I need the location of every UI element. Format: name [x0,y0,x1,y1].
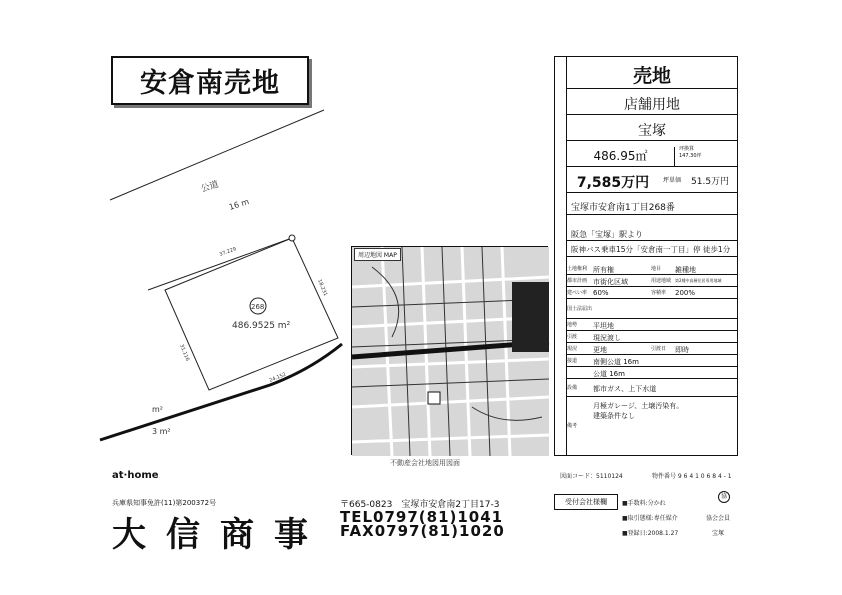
detail-value: 更地 [593,346,607,354]
company-tel: TEL0797(81)1041 [340,508,504,526]
detail-key: 地勢 [567,322,578,328]
detail-value: 月極ガレージ、土壌汚染有。 建築条件なし [593,402,684,420]
detail-row [567,379,737,397]
sheet-type-row [567,57,737,89]
access-2: 阪神バス乗車15分「安倉南一丁目」停 徒歩1分 [571,245,731,254]
property-marker [428,392,440,404]
detail-row [567,299,737,319]
edge-top: 37.229 [218,246,238,258]
map-label: 周辺地図 MAP [354,248,401,261]
detail-key: 備考 [567,423,578,429]
detail-key: 土地権利 [567,266,588,272]
detail-value: 即時 [675,346,689,354]
detail-value: 平坦地 [593,322,614,330]
edge-left: 31.116 [178,343,191,362]
property-use: 店舗用地 [624,97,680,113]
edge-bottom: 24.152 [268,371,287,384]
fee-note: ■手数料:分かれ [622,500,666,507]
land-area: 486.95㎡ [567,147,675,167]
address: 宝塚市安倉南1丁目268番 [571,203,675,213]
access-row-1 [567,227,737,241]
detail-value: 所有権 [593,266,614,274]
land-area-note: 坪換算 147.30坪 [679,146,702,159]
detail-value: 200% [675,289,696,297]
detail-row [567,343,737,355]
area-footer: 宝塚 [712,530,725,537]
association-logo-icon: 協 [718,491,730,503]
map-caption: 不動産会社地図用図面 [390,459,460,467]
detail-key: 建ぺい率 [567,290,588,296]
road-boundary-line [148,238,292,290]
registration-number: 物件番号 9 6 4 1 0 6 8 4 - 1 [652,473,732,480]
detail-row [567,263,737,275]
road-width: 16 m [227,197,251,212]
access-row-2 [567,241,737,257]
unit-price: 51.5万円 [691,177,730,187]
lower-boundary [100,344,342,440]
lot-number: 268 [251,303,265,311]
map-streets [352,247,549,456]
detail-key: 地目 [651,266,662,272]
detail-value: 公道 16m [593,370,625,378]
transaction-note: ■取引態様:専任媒介 [622,515,678,522]
detail-row [567,287,737,299]
detail-row [567,319,737,331]
company-name: 大信商事 [112,515,328,555]
page-title: 安倉南売地 [111,56,309,105]
detail-value: 60% [593,289,609,297]
drawing-code: 図面コード：5110124 [560,473,623,480]
survey-plot [80,150,380,460]
large-building [512,282,549,352]
company-address: 〒665-0823 宝塚市安倉南2丁目17-3 [340,500,500,510]
detail-value: 雑種地 [675,266,696,274]
company-fax: FAX0797(81)1020 [340,522,505,540]
detail-value: 市街化区域 [593,278,628,286]
detail-key: 引渡 [567,334,578,340]
area-name: 宝塚 [638,123,666,139]
detail-row [567,331,737,343]
spec-sheet [554,56,738,456]
lot-corner-marker [289,235,295,241]
detail-key: 引渡日 [651,346,667,352]
detail-key: 設備 [567,385,578,391]
detail-value: 現況渡し [593,334,621,342]
road-label: 公道 [199,179,221,195]
address-row [567,195,737,215]
registered-date-note: ■登録日:2008.1.27 [622,530,679,537]
association-name: 協会会員 [706,515,731,522]
lot-outline [165,238,338,390]
price: 7,585万円 [576,175,650,191]
stamp-box-label: 受付会社様欄 [554,494,618,510]
property-type: 売地 [632,65,671,87]
detail-row [567,355,737,367]
license-number: 兵庫県知事免許(11)第200372号 [112,499,217,507]
detail-key: 都市計画 [567,278,588,284]
detail-key: 国土法届出 [567,306,593,312]
sheet-side-column [555,57,567,455]
access-1: 阪急「宝塚」駅より [571,230,643,239]
detail-row [567,275,737,287]
detail-key: 容積率 [651,290,667,296]
side-note-1: m² [152,405,163,414]
land-area-row [567,141,737,167]
area-map [351,246,548,455]
detail-value: 都市ガス、上下水道 [593,385,657,393]
detail-value: 南側公道 16m [593,358,639,366]
detail-key: 現況 [567,346,578,352]
lot-area: 486.9525 m² [232,321,291,331]
sheet-use-row [567,89,737,115]
detail-row [567,397,737,457]
price-row [567,167,737,193]
athome-logo: at·home [112,470,159,481]
side-note-2: 3 m² [152,427,171,436]
unit-price-label: 坪単価 [663,177,682,184]
sheet-area-row [567,115,737,141]
detail-key: 用途地域 [651,278,672,284]
detail-key: 接道 [567,358,578,364]
detail-value: 第2種中高層住居専用地域 [675,278,722,283]
detail-row [567,367,737,379]
edge-right: 18.231 [316,278,329,297]
